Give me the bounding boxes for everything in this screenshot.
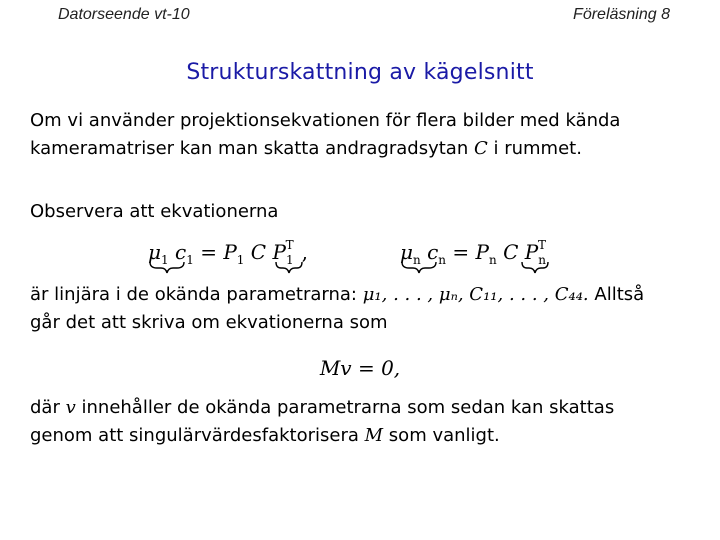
eq-mu-n-sub: n: [413, 253, 421, 267]
eq-PT-1-sub: 1: [285, 253, 294, 267]
header-course: Datorseende vt-10: [58, 6, 190, 23]
linear-text-end: Alltså: [594, 284, 645, 305]
eq-PT-n-sup: T: [537, 238, 546, 253]
underbrace-C-n: [522, 262, 548, 273]
underbraces: [0, 236, 720, 276]
svd-line-1: [30, 394, 710, 422]
eq-equals-1: =: [200, 240, 217, 264]
svd-line-2: [30, 422, 710, 450]
linear-system-equation: Mv = 0,: [319, 356, 401, 380]
paragraph-intro: [30, 107, 710, 163]
linear-line-2: går det att skriva om ekvationerna som: [30, 312, 388, 333]
eq-P-n-sub: n: [488, 253, 497, 267]
linear-text: är linjära i de okända parametrarna:: [30, 284, 357, 305]
svd-text-end: som vanligt.: [388, 425, 500, 446]
intro-line-1: Om vi använder projektionsekvationen för flera bilder med kända: [30, 110, 621, 131]
eq-P-1-sub: 1: [236, 253, 245, 267]
matrix-M: M: [364, 425, 384, 446]
eq-c-n: c: [427, 240, 439, 264]
header-lecture: Föreläsning 8: [573, 6, 670, 23]
eq-PT-1-sup: T: [285, 238, 294, 253]
projection-equations: [0, 236, 720, 276]
svd-text: där: [30, 397, 60, 418]
vector-v: v: [65, 397, 76, 418]
slide-title: Strukturskattning av kägelsnitt: [186, 60, 534, 85]
paragraph-observe: [30, 198, 710, 226]
eq-C-n: C: [503, 240, 519, 264]
eq-P-n: P: [475, 240, 489, 264]
eq-mu-1: μ: [148, 240, 161, 264]
intro-line-2: [30, 135, 710, 163]
eq-comma: ,: [301, 240, 308, 264]
underbrace-mu-n: [402, 262, 436, 273]
linear-line-1: [30, 281, 710, 309]
eq-C-1: C: [250, 240, 267, 264]
eq-PT-1: P: [272, 240, 286, 264]
eq-P-1: P: [223, 240, 237, 264]
eq-c-1-sub: 1: [186, 253, 194, 267]
eq-equals-n: =: [452, 240, 470, 264]
observe-text: Observera att ekvationerna: [30, 201, 279, 222]
svd-text-2: genom att singulärvärdesfaktorisera: [30, 425, 359, 446]
paragraph-linear: [30, 281, 710, 337]
paragraph-svd: [30, 394, 710, 450]
quadric-variable: C: [473, 138, 488, 159]
parameter-list: μ₁, . . . , μₙ, C₁₁, . . . , C₄₄.: [362, 284, 589, 305]
eq-c-1: c: [175, 240, 187, 264]
eq-PT-n-sub: n: [538, 253, 546, 267]
eq-c-n-sub: n: [438, 253, 447, 267]
intro-text-end: i rummet.: [493, 138, 582, 159]
intro-text: kameramatriser kan man skatta andragradsytan: [30, 138, 469, 159]
eq-mu-1-sub: 1: [161, 253, 169, 267]
underbrace-C-1: [276, 262, 302, 273]
eq-PT-n: P: [524, 240, 539, 264]
eq-mu-n: μ: [400, 240, 413, 264]
underbrace-mu-1: [150, 262, 184, 273]
svd-text-cont: innehåller de okända parametrarna som sedan kan skattas: [81, 397, 615, 418]
